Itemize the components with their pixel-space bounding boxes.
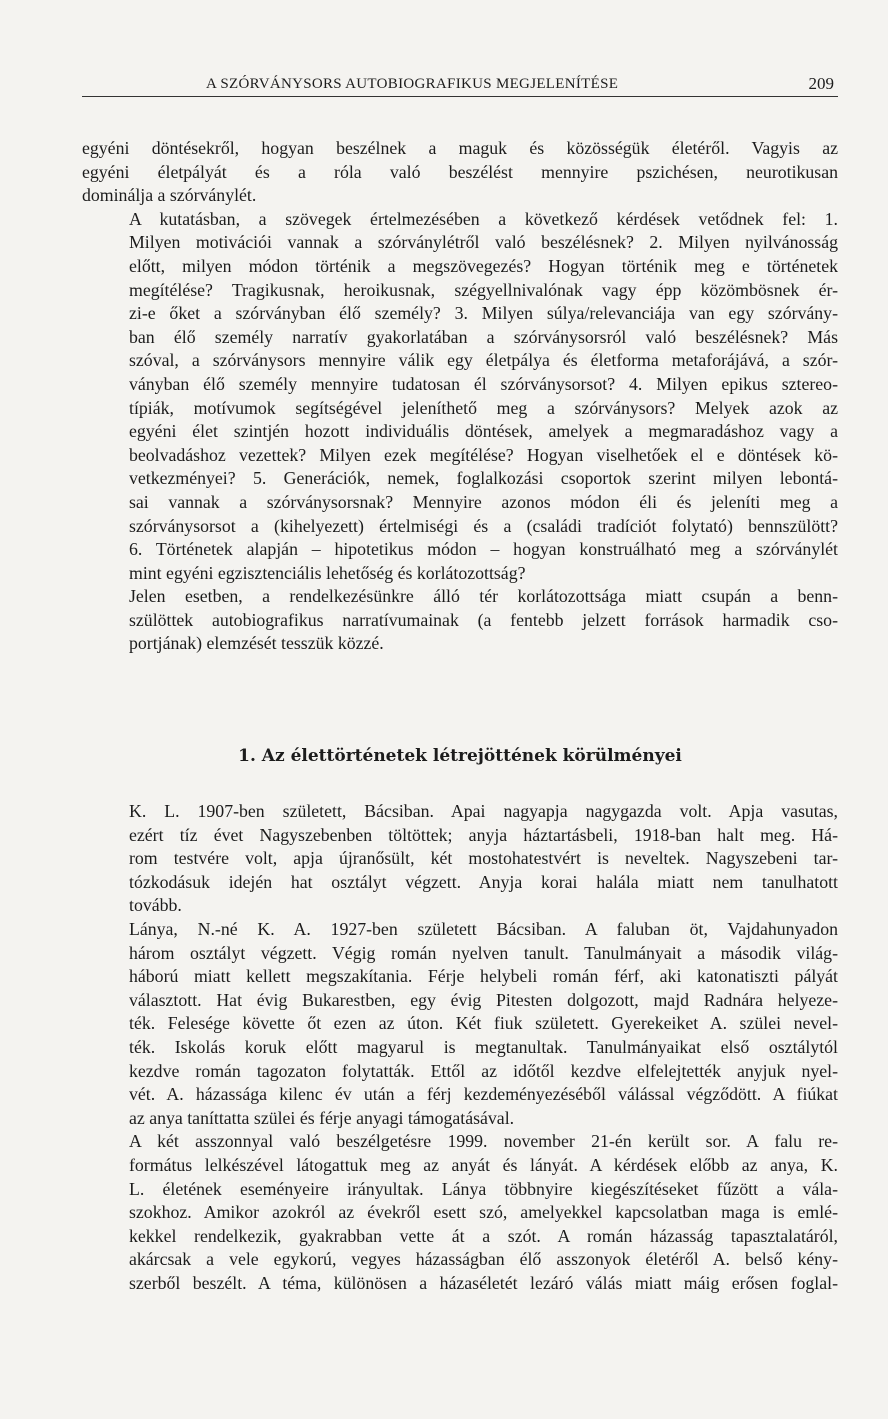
text-line: egyéni életpályát és a róla való beszélést mennyire pszichésen, neurotikusan <box>82 161 838 182</box>
section-heading: 1. Az élettörténetek létrejöttének körülményei <box>238 746 682 766</box>
text-line: A két asszonnyal való beszélgetésre 1999. november 21-én került sor. A falu re- <box>129 1131 838 1152</box>
text-line: beolvadáshoz vezettek? Milyen ezek megítélése? Hogyan viselhetőek el e döntések kö- <box>129 444 838 465</box>
running-title: A SZÓRVÁNYSORS AUTOBIOGRAFIKUS MEGJELENÍTÉSE <box>206 76 619 92</box>
text-line: szóval, a szórványsors mennyire válik egy életpálya és életforma metaforájává, a szór- <box>129 350 838 371</box>
text-line: Lánya, N.-né K. A. 1927-ben született Bácsiban. A faluban öt, Vajdahunyadon <box>129 918 838 939</box>
text-line: szülöttek autobiografikus narratívumainak (a fentebb jelzett források harmadik cso- <box>129 609 838 630</box>
text-line: L. életének eseményeire irányultak. Lánya többnyire kiegészítéseket fűzött a vála- <box>129 1178 838 1199</box>
paragraph <box>82 1130 838 1295</box>
text-line: háború miatt kellett megszakítania. Férje helybeli román férf, aki katonatiszti pályát <box>129 966 838 987</box>
text-line: Jelen esetben, a rendelkezésünkre álló tér korlátozottsága miatt csupán a benn- <box>129 586 838 607</box>
text-line: megítélése? Tragikusnak, heroikusnak, szégyellnivalónak vagy épp közömbösnek ér- <box>129 279 838 300</box>
paragraph <box>82 585 838 656</box>
text-line: kekkel rendelkezik, gyakrabban vette át a szót. A román házasság tapasztalatáról, <box>129 1225 838 1246</box>
text-line: ványban élő személy mennyire tudatosan él szórványsorsot? 4. Milyen epikus sztereo- <box>129 373 838 394</box>
text-line: portjának) elemzését tesszük közzé. <box>129 633 384 654</box>
text-line: választott. Hat évig Bukarestben, egy évig Pitesten dolgozott, majd Radnára helyeze- <box>129 989 838 1010</box>
text-line: dominálja a szórványlét. <box>82 185 257 206</box>
text-line: mint egyéni egzisztenciális lehetőség és korlátozottság? <box>129 562 526 583</box>
text-line: tovább. <box>129 895 182 916</box>
text-line: kezdve román tagozaton folytatták. Ettől az időtől kezdve elfelejtették anyjuk nyel- <box>129 1060 838 1081</box>
text-line: az anya taníttatta szülei és férje anyagi támogatásával. <box>129 1107 515 1128</box>
paragraph <box>82 208 838 586</box>
text-line: Milyen motivációi vannak a szórványlétről való beszélésnek? 2. Milyen nyilvánosság <box>129 232 838 253</box>
running-head <box>82 74 838 98</box>
page-number: 209 <box>808 74 834 93</box>
text-line: sai vannak a szórványsorsnak? Mennyire azonos módon éli és jeleníti meg a <box>129 491 838 512</box>
text-line: tózkodásuk idején hat osztályt végzett. Anyja korai halála miatt nem tanulhatott <box>129 871 838 892</box>
body-text-top <box>82 137 838 656</box>
paragraph <box>82 800 838 918</box>
text-line: K. L. 1907-ben született, Bácsiban. Apai nagyapja nagygazda volt. Apja vasutas, <box>129 801 838 821</box>
text-line: zi-e őket a szórványban élő személy? 3. Milyen súlya/relevanciája van egy szórvány- <box>129 303 838 324</box>
text-line: egyéni élet szintjén hozott individuális döntések, amelyek a megmaradáshoz vagy a <box>129 421 838 442</box>
text-line: előtt, milyen módon történik a megszövegezés? Hogyan történik meg e történetek <box>129 255 838 276</box>
text-line: vetkezményei? 5. Generációk, nemek, foglalkozási csoportok szerint milyen lebontá- <box>129 468 838 489</box>
text-line: egyéni döntésekről, hogyan beszélnek a maguk és közösségük életéről. Vagyis az <box>82 138 838 158</box>
paragraph <box>82 137 838 208</box>
body-text-bottom <box>82 800 838 1295</box>
text-line: típiák, motívumok segítségével jeleníthető meg a szórványsors? Melyek azok az <box>129 397 838 418</box>
text-line: A kutatásban, a szövegek értelmezésében a következő kérdések vetődnek fel: 1. <box>129 208 838 229</box>
text-line: rom testvére volt, apja újranősült, két mostohatestvért is neveltek. Nagyszebeni tar- <box>129 848 838 869</box>
text-line: három osztályt végzett. Végig román nyelven tanult. Tanulmányait a második világ- <box>129 942 838 963</box>
text-line: ban élő személy narratív gyakorlatában a szórványsorsról való beszélésnek? Más <box>129 326 838 347</box>
text-line: szokhoz. Amikor azokról az évekről esett szó, amelyekkel kapcsolatban maga is emlé- <box>129 1202 838 1223</box>
text-line: formátus lelkészével látogattuk meg az anyát és lányát. A kérdések előbb az anya, K. <box>129 1154 838 1175</box>
text-line: ték. Felesége követte őt ezen az úton. Két fiuk született. Gyerekeiket A. szülei nevel- <box>129 1013 838 1034</box>
text-line: akárcsak a vele egykorú, vegyes házasságban élő asszonyok életéről A. belső kény- <box>129 1249 838 1270</box>
text-line: szerből beszélt. A téma, különösen a házaséletét lezáró válás miatt máig erősen foglal- <box>129 1272 838 1293</box>
text-line: vét. A. házassága kilenc év után a férj kezdeményezéséből válással végződött. A fiúkat <box>129 1084 838 1105</box>
text-line: 6. Történetek alapján – hipotetikus módon – hogyan konstruálható meg a szórványlét <box>129 539 838 560</box>
paragraph <box>82 918 838 1130</box>
text-line: szórványsorsot a (kihelyezett) értelmiségi és a (családi tradíciót folytató) bennszülött? <box>129 515 838 536</box>
text-line: ezért tíz évet Nagyszebenben töltöttek; anyja háztartásbeli, 1918-ban halt meg. Há- <box>129 824 838 845</box>
header-rule <box>82 96 838 97</box>
text-line: ték. Iskolás koruk előtt magyarul is megtanultak. Tanulmányaikat első osztálytól <box>129 1036 838 1057</box>
